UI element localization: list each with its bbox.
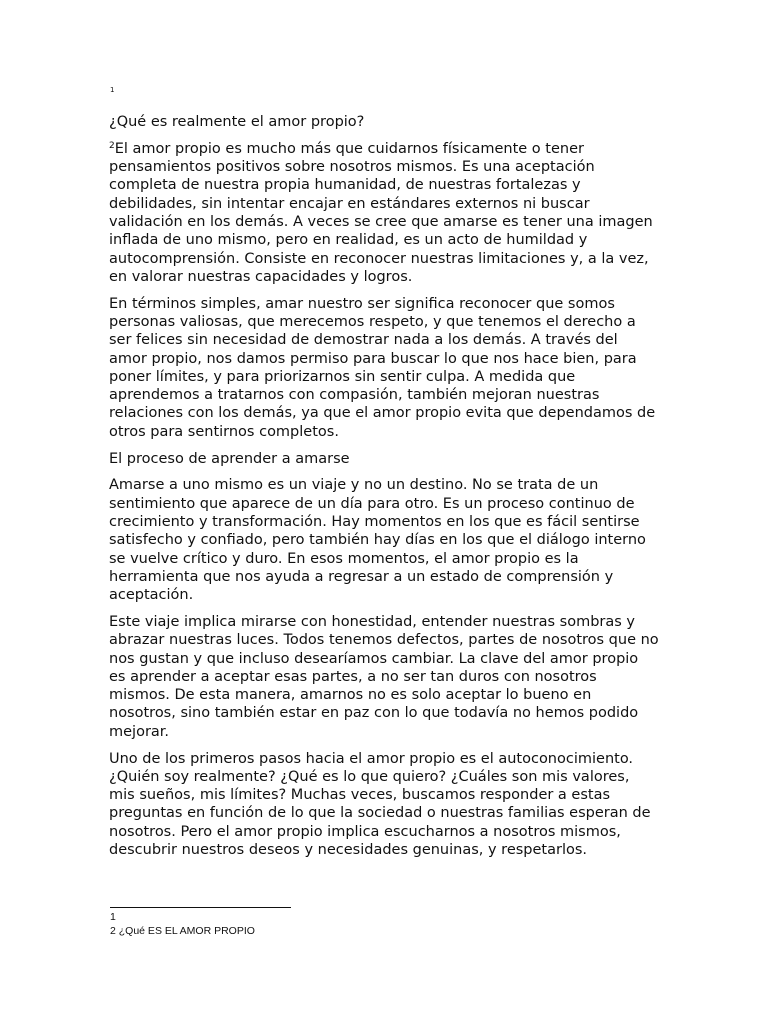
paragraph-1-text: El amor propio es mucho más que cuidarnos físicamente o tener pensamientos positivos sobre nosotros mismos. Es una aceptación completa de nuestra propia humanidad, de nuestras fortalezas y debilidades, sin intentar encajar en estándares externos ni buscar validación en los demás. A veces se cree que amarse es tener una imagen inflada de uno mismo, pero en realidad, es un acto de humildad y autocomprensión. Consiste en reconocer nuestras limitaciones y, a la vez, en valorar nuestras capacidades y logros.: [109, 140, 653, 285]
footnote-2: 2 ¿Qué ES EL AMOR PROPIO: [110, 925, 255, 937]
footnote-marker-2: 2: [109, 140, 115, 151]
paragraph-3: Amarse a uno mismo es un viaje y no un destino. No se trata de un sentimiento que aparece de un día para otro. Es un proceso continuo de crecimiento y transformación. Hay momentos en los que es fácil sentirse satisfecho y confiado, pero también hay días en los que el diálogo interno se vuelve crítico y duro. En esos momentos, el amor propio es la herramienta que nos ayuda a regresar a un estado de comprensión y aceptación.: [109, 477, 646, 604]
footnote-marker-1: 1: [110, 86, 115, 94]
document-body: [109, 113, 659, 868]
paragraph-4: Este viaje implica mirarse con honestidad, entender nuestras sombras y abrazar nuestras luces. Todos tenemos defectos, partes de nosotros que no nos gustan y que incluso desearíamos cambiar. La clave del amor propio es aprender a aceptar esas partes, a no ser tan duros con nosotros mismos. De esta manera, amarnos no es solo aceptar lo bueno en nosotros, sino también estar en paz con lo que todavía no hemos podido mejorar.: [109, 613, 659, 740]
paragraph-1: [109, 140, 659, 286]
footnote-separator: [110, 907, 291, 908]
heading: ¿Qué es realmente el amor propio?: [109, 114, 365, 130]
footnotes: [110, 910, 255, 938]
subheading: El proceso de aprender a amarse: [109, 450, 350, 467]
footnote-1: 1: [110, 911, 116, 923]
paragraph-5: Uno de los primeros pasos hacia el amor propio es el autoconocimiento. ¿Quién soy realmente? ¿Qué es lo que quiero? ¿Cuáles son mis valores, mis sueños, mis límites? Muchas veces, buscamos responder a estas preguntas en función de lo que la sociedad o nuestras familias esperan de nosotros. Pero el amor propio implica escucharnos a nosotros mismos, descubrir nuestros deseos y necesidades genuinas, y respetarlos.: [109, 750, 651, 858]
paragraph-2: En términos simples, amar nuestro ser significa reconocer que somos personas valiosas, que merecemos respeto, y que tenemos el derecho a ser felices sin necesidad de demostrar nada a los demás. A través del amor propio, nos damos permiso para buscar lo que nos hace bien, para poner límites, y para priorizarnos sin sentir culpa. A medida que aprendemos a tratarnos con compasión, también mejoran nuestras relaciones con los demás, ya que el amor propio evita que dependamos de otros para sentirnos completos.: [109, 295, 656, 440]
